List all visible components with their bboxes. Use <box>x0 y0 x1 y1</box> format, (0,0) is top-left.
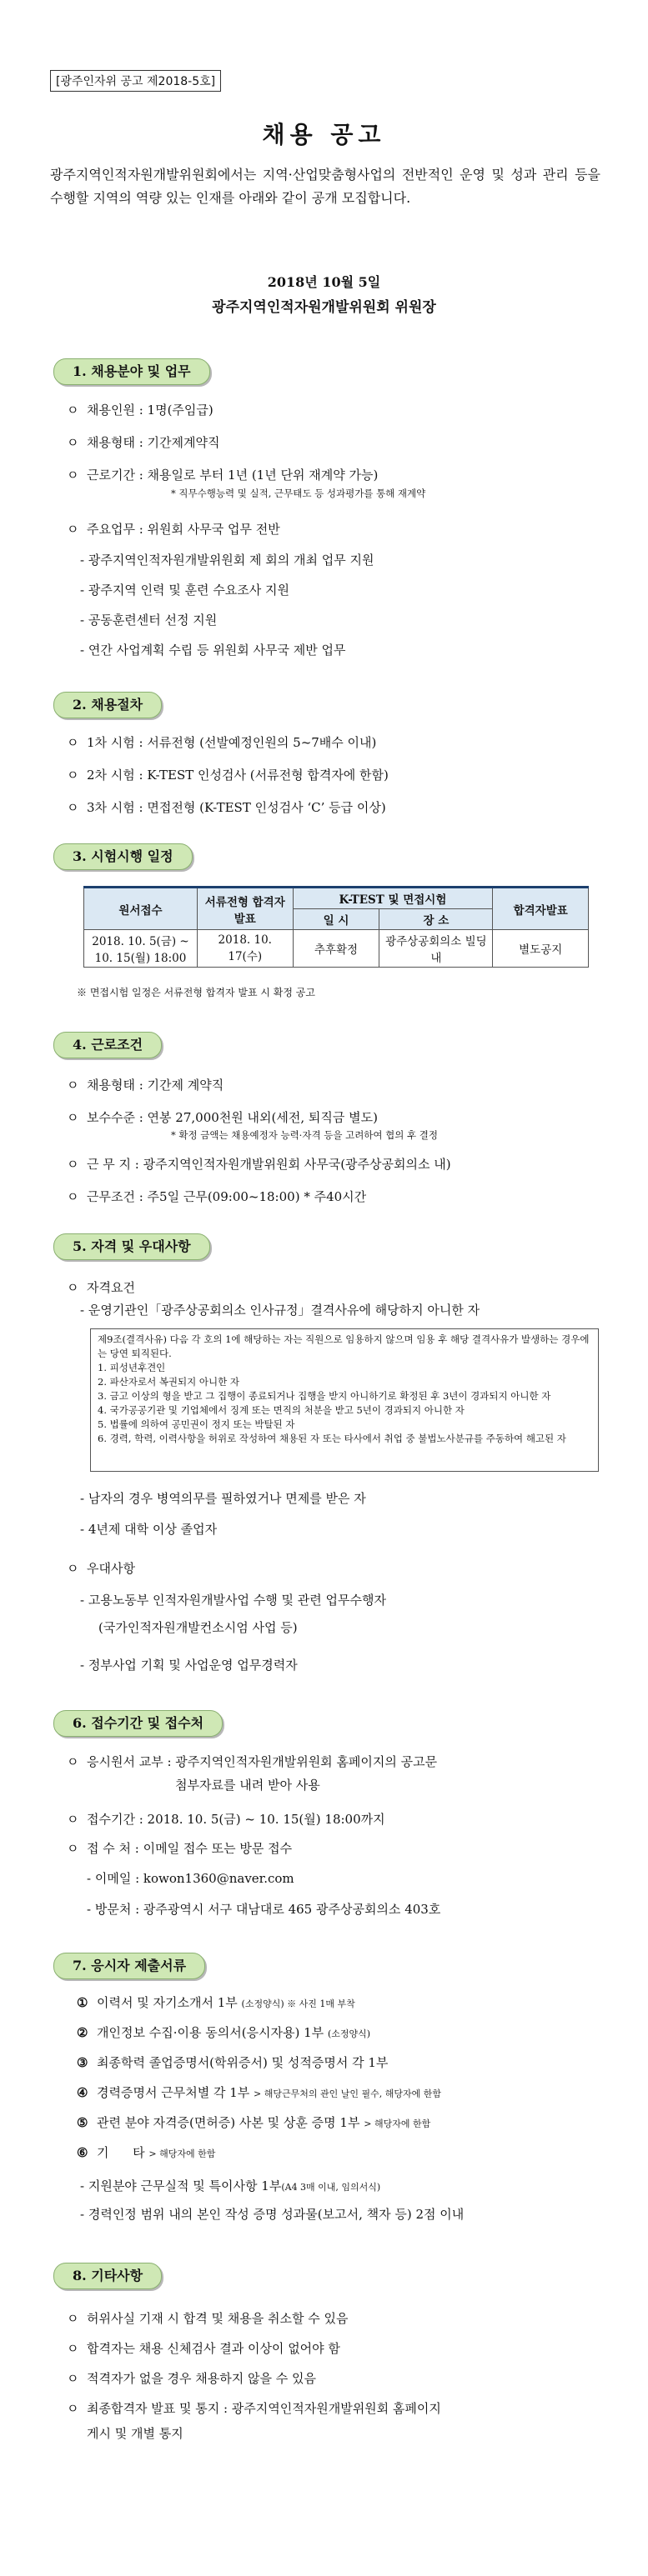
s5-detail: - 남자의 경우 병역의무를 필하였거나 면제를 받은 자 <box>80 1491 366 1506</box>
s7-item: ⑥ 기 타 > 해당자에 한함 <box>77 2145 216 2160</box>
s1-item: ㅇ 채용인원 : 1명(주임급) <box>67 403 213 418</box>
s5-detail: - 정부사업 기획 및 사업운영 업무경력자 <box>80 1658 298 1673</box>
disqualification-box <box>90 1328 599 1472</box>
td-final: 별도공지 <box>493 930 589 968</box>
s6-item: ㅇ 접수기간 : 2018. 10. 5(금) ~ 10. 15(월) 18:00까지 <box>67 1812 385 1827</box>
s5-detail: (국가인적자원개발컨소시엄 사업 등) <box>98 1620 298 1635</box>
s1-detail: - 공동훈련센터 선정 지원 <box>80 613 218 628</box>
s1-item: ㅇ 주요업무 : 위원회 사무국 업무 전반 <box>67 522 280 537</box>
s7-item: ④ 경력증명서 근무처별 각 1부 > 해당근무처의 관인 날인 필수, 해당자에 한함 <box>77 2085 441 2100</box>
s6-item: ㅇ 응시원서 교부 : 광주지역인적자원개발위원회 홈페이지의 공고문 <box>67 1754 438 1769</box>
s1-item: ㅇ 채용형태 : 기간제계약직 <box>67 435 220 450</box>
s1-detail: - 연간 사업계획 수립 등 위원회 사무국 제반 업무 <box>80 643 346 658</box>
s4-item: ㅇ 보수수준 : 연봉 27,000천원 내외(세전, 퇴직금 별도) <box>67 1110 378 1125</box>
s8-item: ㅇ 합격자는 채용 신체검사 결과 이상이 없어야 함 <box>67 2341 340 2356</box>
s5-detail: - 4년제 대학 이상 졸업자 <box>80 1522 218 1537</box>
s7-item: ⑤ 관련 분야 자격증(면허증) 사본 및 상훈 증명 1부 > 해당자에 한함 <box>77 2115 431 2130</box>
announcement-date: 2018년 10월 5일 <box>267 274 381 290</box>
td-apply: 2018. 10. 5(금) ~ 10. 15(월) 18:00 <box>84 930 198 968</box>
s7-item: ① 이력서 및 자기소개서 1부 (소정양식) ※ 사진 1매 부착 <box>77 1995 355 2010</box>
th-ktest: K-TEST 및 면접시험 <box>293 888 493 909</box>
s1-detail: - 광주지역인적자원개발위원회 제 회의 개최 업무 지원 <box>80 553 374 568</box>
section-title-8: 8. 기타사항 <box>53 2263 162 2289</box>
page-title: 채용 공고 <box>262 121 386 148</box>
s1-detail: - 광주지역 인력 및 훈련 수요조사 지원 <box>80 583 290 598</box>
td-date: 추후확정 <box>293 930 379 968</box>
section-title-3: 3. 시험시행 일정 <box>53 843 193 870</box>
td-place: 광주상공회의소 빌딩 내 <box>379 930 493 968</box>
s6-detail: - 이메일 : kowon1360@naver.com <box>87 1871 294 1886</box>
schedule-note: ※ 면접시험 일정은 서류전형 합격자 발표 시 확정 공고 <box>77 987 315 998</box>
s7-detail: - 경력인정 범위 내의 본인 작성 증명 성과물(보고서, 책자 등) 2점 이내 <box>80 2207 465 2222</box>
box-line: 제9조(결격사유) 다음 각 호의 1에 해당하는 자는 직원으로 임용하지 않으며 임용 후 해당 결격사유가 발생하는 경우에는 당연 퇴직된다. <box>98 1333 590 1359</box>
s8-item: ㅇ 최종합격자 발표 및 통지 : 광주지역인적자원개발위원회 홈페이지 <box>67 2401 441 2416</box>
section-title-6: 6. 접수기간 및 접수처 <box>53 1710 223 1737</box>
notice-number: [광주인자위 공고 제2018-5호] <box>50 70 221 92</box>
s5-detail: - 운영기관인「광주상공회의소 인사규정」결격사유에 해당하지 아니한 자 <box>80 1303 480 1318</box>
box-line: 6. 경력, 학력, 이력사항을 허위로 작성하여 채용된 자 또는 타사에서 취업 중 불법노사분규를 주동하여 해고된 자 <box>98 1433 566 1444</box>
s6-item: ㅇ 접 수 처 : 이메일 접수 또는 방문 접수 <box>67 1841 293 1856</box>
section-title-4: 4. 근로조건 <box>53 1032 162 1058</box>
s4-item: ㅇ 채용형태 : 기간제 계약직 <box>67 1078 224 1093</box>
s2-item: ㅇ 3차 시험 : 면접전형 (K-TEST 인성검사 ‘C’ 등급 이상) <box>67 800 386 815</box>
s8-detail: 게시 및 개별 통지 <box>87 2426 183 2441</box>
section-title-2: 2. 채용절차 <box>53 692 162 718</box>
s7-detail: - 지원분야 근무실적 및 특이사항 1부(A4 3매 이내, 임의서식) <box>80 2178 381 2193</box>
s5-item: ㅇ 자격요건 <box>67 1280 135 1295</box>
s5-item: ㅇ 우대사항 <box>67 1561 135 1576</box>
box-line: 3. 금고 이상의 형을 받고 그 집행이 종료되거나 집행을 받지 아니하기로 확정된 후 3년이 경과되지 아니한 자 <box>98 1390 551 1402</box>
s2-item: ㅇ 1차 시험 : 서류전형 (선발예정인원의 5~7배수 이내) <box>67 735 377 750</box>
s2-item: ㅇ 2차 시험 : K-TEST 인성검사 (서류전형 합격자에 한함) <box>67 768 389 783</box>
section-title-5: 5. 자격 및 우대사항 <box>53 1233 210 1260</box>
s8-item: ㅇ 적격자가 없을 경우 채용하지 않을 수 있음 <box>67 2371 316 2386</box>
intro-paragraph: 광주지역인적자원개발위원회에서는 지역·산업맞춤형사업의 전반적인 운영 및 성과 관리 등을 수행할 지역의 역량 있는 인재를 아래와 같이 공개 모집합니다. <box>50 167 600 206</box>
td-doc: 2018. 10. 17(수) <box>197 930 293 968</box>
s4-item: ㅇ 근무조건 : 주5일 근무(09:00~18:00) * 주40시간 <box>67 1189 367 1204</box>
th-date: 일 시 <box>293 909 379 930</box>
s6-detail: - 방문처 : 광주광역시 서구 대남대로 465 광주상공회의소 403호 <box>87 1902 441 1917</box>
s7-item: ② 개인정보 수집·이용 동의서(응시자용) 1부 (소정양식) <box>77 2025 371 2040</box>
s4-item: ㅇ 근 무 지 : 광주지역인적자원개발위원회 사무국(광주상공회의소 내) <box>67 1157 451 1172</box>
th-place: 장 소 <box>379 909 493 930</box>
th-doc: 서류전형 합격자발표 <box>197 888 293 930</box>
box-line: 5. 법률에 의하여 공민권이 정지 또는 박탈된 자 <box>98 1418 295 1430</box>
th-final: 합격자발표 <box>493 888 589 930</box>
box-line: 4. 국가공공기관 및 기업체에서 징계 또는 면직의 처분을 받고 5년이 경과되지 아니한 자 <box>98 1404 465 1416</box>
s4-note: * 확정 금액는 채용예정자 능력·자격 등을 고려하여 협의 후 결정 <box>171 1129 439 1141</box>
s6-detail: 첨부자료를 내려 받아 사용 <box>175 1778 320 1793</box>
s5-detail: - 고용노동부 인적자원개발사업 수행 및 관련 업무수행자 <box>80 1593 386 1608</box>
s7-item: ③ 최종학력 졸업증명서(학위증서) 및 성적증명서 각 1부 <box>77 2055 389 2070</box>
section-title-1: 1. 채용분야 및 업무 <box>53 358 210 385</box>
issuer: 광주지역인적자원개발위원회 위원장 <box>212 299 436 316</box>
section-title-7: 7. 응시자 제출서류 <box>53 1953 205 1979</box>
s1-item: ㅇ 근로기간 : 채용일로 부터 1년 (1년 단위 재계약 가능) <box>67 468 379 483</box>
s1-note: * 직무수행능력 및 실적, 근무태도 등 성과평가를 통해 재계약 <box>171 488 426 499</box>
schedule-table <box>83 886 589 968</box>
s8-item: ㅇ 허위사실 기재 시 합격 및 채용을 취소할 수 있음 <box>67 2311 349 2326</box>
box-line: 2. 파산자로서 복권되지 아니한 자 <box>98 1376 240 1388</box>
th-apply: 원서접수 <box>84 888 198 930</box>
box-line: 1. 피성년후견인 <box>98 1362 166 1373</box>
